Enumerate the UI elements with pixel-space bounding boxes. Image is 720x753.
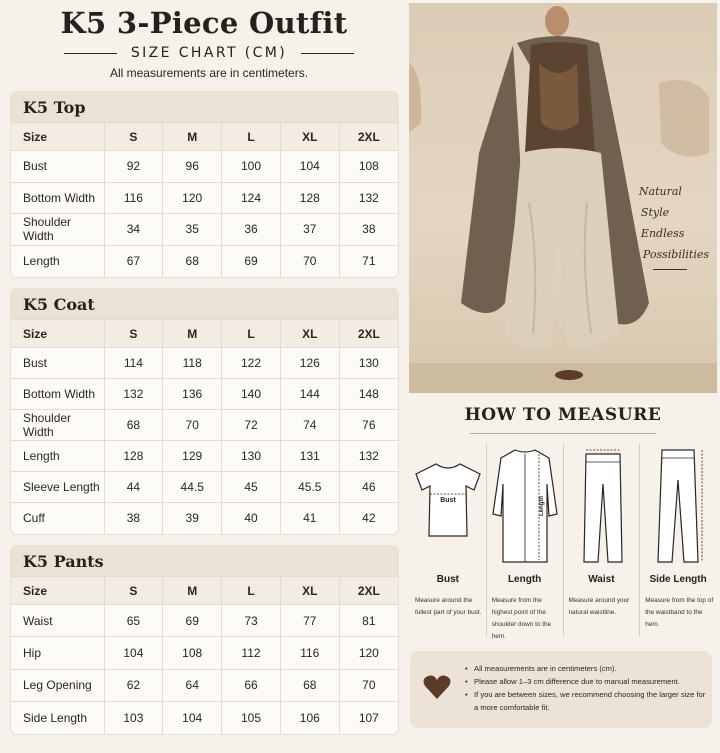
measurement-value: 42 — [339, 503, 398, 534]
measurement-value: 76 — [339, 410, 398, 441]
table-row — [11, 669, 398, 701]
measurement-value: 103 — [104, 701, 163, 733]
size-header: Size — [11, 320, 104, 348]
size-column-header: 2XL — [339, 577, 398, 605]
size-column-header: L — [222, 320, 281, 348]
size-table — [11, 576, 398, 734]
size-column-header: XL — [280, 320, 339, 348]
measurement-value: 131 — [280, 441, 339, 472]
measurement-value: 70 — [280, 245, 339, 277]
table-row — [11, 605, 398, 637]
pants-size-table — [10, 545, 399, 735]
table-header-row — [11, 123, 398, 151]
table-row — [11, 182, 398, 214]
measurement-value: 71 — [339, 245, 398, 277]
measurement-value: 122 — [222, 348, 281, 379]
measurement-value: 72 — [222, 410, 281, 441]
measurement-value: 68 — [163, 245, 222, 277]
measurement-value: 40 — [222, 503, 281, 534]
size-table — [11, 122, 398, 277]
info-item: • If you are between sizes, we recommend choosing the larger size for a more comfortable fit. — [474, 688, 710, 714]
measurement-value: 39 — [163, 503, 222, 534]
measurement-value: 129 — [163, 441, 222, 472]
size-header: Size — [11, 577, 104, 605]
measurement-label: Hip — [11, 637, 104, 669]
table-row — [11, 348, 398, 379]
measurement-value: 74 — [280, 410, 339, 441]
info-item: • Please allow 1–3 cm difference due to manual measurement. — [474, 675, 710, 688]
measurement-value: 70 — [339, 669, 398, 701]
measurement-value: 132 — [339, 182, 398, 214]
table-title: K5 Pants — [11, 546, 398, 576]
measurement-value: 38 — [104, 503, 163, 534]
units-note: All measurements are in centimeters. — [109, 66, 309, 80]
measure-description: Measure around the fullest part of your bust. — [415, 597, 482, 616]
measurement-value: 118 — [163, 348, 222, 379]
table-title: K5 Top — [11, 92, 398, 122]
top-size-table — [10, 91, 399, 278]
size-column-header: L — [222, 577, 281, 605]
size-column-header: M — [163, 123, 222, 151]
measurement-label: Cuff — [11, 503, 104, 534]
pants-waist-icon — [564, 444, 640, 568]
divider — [470, 433, 656, 434]
table-row — [11, 701, 398, 733]
how-to-measure-title: HOW TO MEASURE — [464, 405, 662, 425]
measurement-value: 136 — [163, 379, 222, 410]
size-column-header: XL — [280, 577, 339, 605]
bust-mark-label: Bust — [440, 497, 456, 504]
measurement-value: 148 — [339, 379, 398, 410]
measurement-label: Sleeve Length — [11, 472, 104, 503]
measurement-value: 41 — [280, 503, 339, 534]
measurement-value: 107 — [339, 701, 398, 733]
measurement-value: 67 — [104, 245, 163, 277]
measurement-value: 108 — [339, 151, 398, 183]
measurement-value: 68 — [104, 410, 163, 441]
size-column-header: M — [163, 320, 222, 348]
measurement-value: 96 — [163, 151, 222, 183]
measurement-label: Shoulder Width — [11, 410, 104, 441]
measurement-value: 124 — [222, 182, 281, 214]
measurement-label: Length — [11, 245, 104, 277]
measurement-value: 116 — [280, 637, 339, 669]
table-row — [11, 379, 398, 410]
measurement-value: 66 — [222, 669, 281, 701]
info-list — [474, 662, 710, 714]
info-box — [410, 651, 712, 728]
measure-item-waist — [563, 444, 640, 636]
page-title: K5 3-Piece Outfit — [60, 6, 348, 40]
table-row — [11, 410, 398, 441]
measurement-value: 120 — [339, 637, 398, 669]
measurement-value: 62 — [104, 669, 163, 701]
size-column-header: S — [104, 123, 163, 151]
length-mark-label: Length — [538, 496, 545, 516]
measurement-value: 130 — [339, 348, 398, 379]
measurement-label: Bottom Width — [11, 182, 104, 214]
measurement-value: 81 — [339, 605, 398, 637]
measurement-value: 36 — [222, 214, 281, 246]
measurement-value: 104 — [163, 701, 222, 733]
measurement-label: Shoulder Width — [11, 214, 104, 246]
measurement-value: 104 — [280, 151, 339, 183]
measurement-value: 130 — [222, 441, 281, 472]
measure-label: Waist — [588, 574, 615, 585]
measurement-value: 132 — [339, 441, 398, 472]
table-row — [11, 503, 398, 534]
measurement-value: 45.5 — [280, 472, 339, 503]
measure-item-length — [486, 444, 563, 640]
measurement-value: 69 — [222, 245, 281, 277]
measure-label: Length — [507, 574, 542, 585]
measurement-value: 144 — [280, 379, 339, 410]
measurement-value: 38 — [339, 214, 398, 246]
measurement-value: 104 — [104, 637, 163, 669]
measurement-value: 106 — [280, 701, 339, 733]
divider — [64, 53, 117, 54]
measurement-value: 34 — [104, 214, 163, 246]
size-table — [11, 319, 398, 534]
measure-description: Measure around your natural waistline. — [568, 597, 630, 616]
measurement-value: 100 — [222, 151, 281, 183]
measurement-value: 68 — [280, 669, 339, 701]
measurement-value: 132 — [104, 379, 163, 410]
tagline-underline — [653, 269, 687, 270]
measurement-value: 35 — [163, 214, 222, 246]
measurement-label: Length — [11, 441, 104, 472]
table-row — [11, 151, 398, 183]
measure-description: Measure from the top of the waistband to the hem. — [645, 597, 714, 628]
measurement-label: Bust — [11, 151, 104, 183]
measurement-value: 128 — [104, 441, 163, 472]
measurement-value: 126 — [280, 348, 339, 379]
measure-item-bust — [410, 444, 486, 636]
measure-label: Bust — [436, 574, 459, 585]
table-title: K5 Coat — [11, 289, 398, 319]
measure-item-side-length — [639, 444, 716, 636]
table-header-row — [11, 320, 398, 348]
measurement-value: 114 — [104, 348, 163, 379]
measurement-value: 65 — [104, 605, 163, 637]
measurement-value: 70 — [163, 410, 222, 441]
size-header: Size — [11, 123, 104, 151]
measurement-label: Side Length — [11, 701, 104, 733]
table-row — [11, 214, 398, 246]
photo-tagline — [639, 181, 709, 270]
size-column-header: S — [104, 577, 163, 605]
measurement-value: 92 — [104, 151, 163, 183]
page-subtitle: SIZE CHART (CM) — [130, 45, 288, 61]
size-column-header: S — [104, 320, 163, 348]
heart-icon — [423, 674, 451, 700]
tagline-line: Endless — [640, 227, 685, 240]
coat-size-table — [10, 288, 399, 535]
model-photo — [409, 3, 717, 393]
measurement-value: 44 — [104, 472, 163, 503]
size-column-header: 2XL — [339, 123, 398, 151]
size-column-header: 2XL — [339, 320, 398, 348]
size-column-header: XL — [280, 123, 339, 151]
measurement-value: 77 — [280, 605, 339, 637]
table-row — [11, 472, 398, 503]
measurement-value: 37 — [280, 214, 339, 246]
measurement-label: Bust — [11, 348, 104, 379]
pants-side-icon — [640, 444, 716, 568]
measurement-value: 44.5 — [163, 472, 222, 503]
table-row — [11, 245, 398, 277]
measurement-value: 46 — [339, 472, 398, 503]
tagline-line: Style — [640, 206, 670, 219]
tagline-line: Natural — [638, 185, 682, 198]
measurement-value: 140 — [222, 379, 281, 410]
tshirt-icon — [410, 444, 486, 544]
measurement-value: 108 — [163, 637, 222, 669]
measurement-label: Leg Opening — [11, 669, 104, 701]
divider — [301, 53, 354, 54]
measurement-value: 116 — [104, 182, 163, 214]
measurement-value: 120 — [163, 182, 222, 214]
how-to-measure-grid — [410, 444, 716, 640]
table-row — [11, 441, 398, 472]
measurement-value: 64 — [163, 669, 222, 701]
coat-icon — [487, 444, 563, 568]
size-column-header: L — [222, 123, 281, 151]
table-header-row — [11, 577, 398, 605]
measurement-label: Bottom Width — [11, 379, 104, 410]
measurement-value: 112 — [222, 637, 281, 669]
table-row — [11, 637, 398, 669]
measurement-value: 73 — [222, 605, 281, 637]
measurement-value: 105 — [222, 701, 281, 733]
measurement-value: 69 — [163, 605, 222, 637]
measure-label: Side Length — [649, 574, 707, 585]
measurement-value: 128 — [280, 182, 339, 214]
size-column-header: M — [163, 577, 222, 605]
measurement-value: 45 — [222, 472, 281, 503]
tagline-line: Possibilities — [642, 248, 709, 261]
info-item: • All measurements are in centimeters (cm). — [474, 662, 710, 675]
measurement-label: Waist — [11, 605, 104, 637]
subtitle-row — [64, 44, 354, 62]
measure-description: Measure from the highest point of the shoulder down to the hem. — [491, 597, 552, 640]
